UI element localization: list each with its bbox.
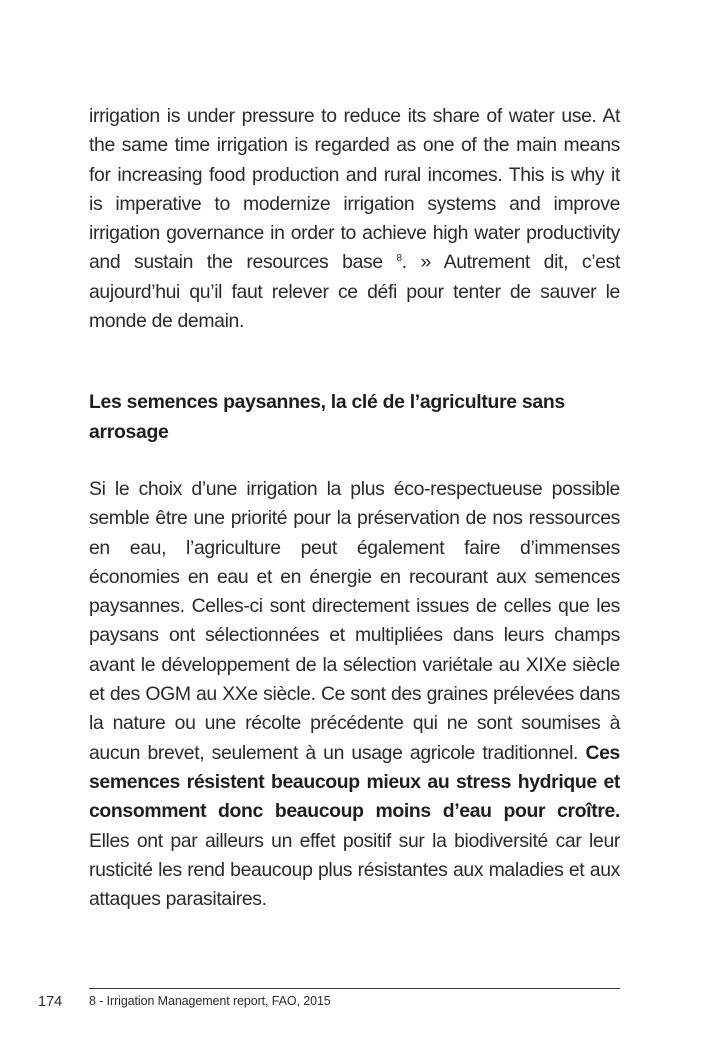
footnote-reference: 8 xyxy=(396,253,402,265)
section-heading: Les semences paysannes, la clé de l’agriculture sans arrosage xyxy=(89,391,565,443)
page-number: 174 xyxy=(38,994,63,1010)
footnote-divider xyxy=(89,988,620,989)
paragraph-body xyxy=(89,475,620,914)
paragraph-text: irrigation is under pressure to reduce its share of water use. At the same time irrigation is regarded as one of the main means for increasing food production and rural incomes. This is why it is imperative to modernize irrigation systems and improve irrigation governance in order to achieve high water productivity and sustain the resources base xyxy=(89,105,620,274)
paragraph-continuation xyxy=(89,102,620,336)
emphasis-text: Ces semences résistent beaucoup mieux au stress hydrique et consomment donc beaucoup moins d’eau pour croître. xyxy=(89,741,620,823)
paragraph-text-start: Si le choix d’une irrigation la plus éco-respectueuse possible semble être une priorité pour la préservation de nos ressources en eau, l’agriculture peut également faire d’immenses économies en eau et en énergie en recourant aux semences paysannes. Celles-ci sont directement issues de celles que les paysans ont sélectionnées et multipliées dans leurs champs avant le développement de la sélection variétale au XIXe siècle et des OGM au XXe siècle. Ce sont des graines prélevées dans la nature ou une récolte précédente qui ne sont soumises à aucun brevet, seulement à un usage agricole traditionnel. xyxy=(89,477,620,764)
paragraph-text-end: Elles ont par ailleurs un effet positif sur la biodiversité car leur rusticité les rend beaucoup plus résistantes aux maladies et aux attaques parasitaires. xyxy=(89,829,620,911)
footnote-text: 8 - Irrigation Management report, FAO, 2015 xyxy=(89,994,331,1008)
paragraph-text-end: . » Autrement dit, c’est aujourd’hui qu’il faut relever ce défi pour tenter de sauver le monde de demain. xyxy=(89,251,620,333)
page-content xyxy=(89,102,620,914)
